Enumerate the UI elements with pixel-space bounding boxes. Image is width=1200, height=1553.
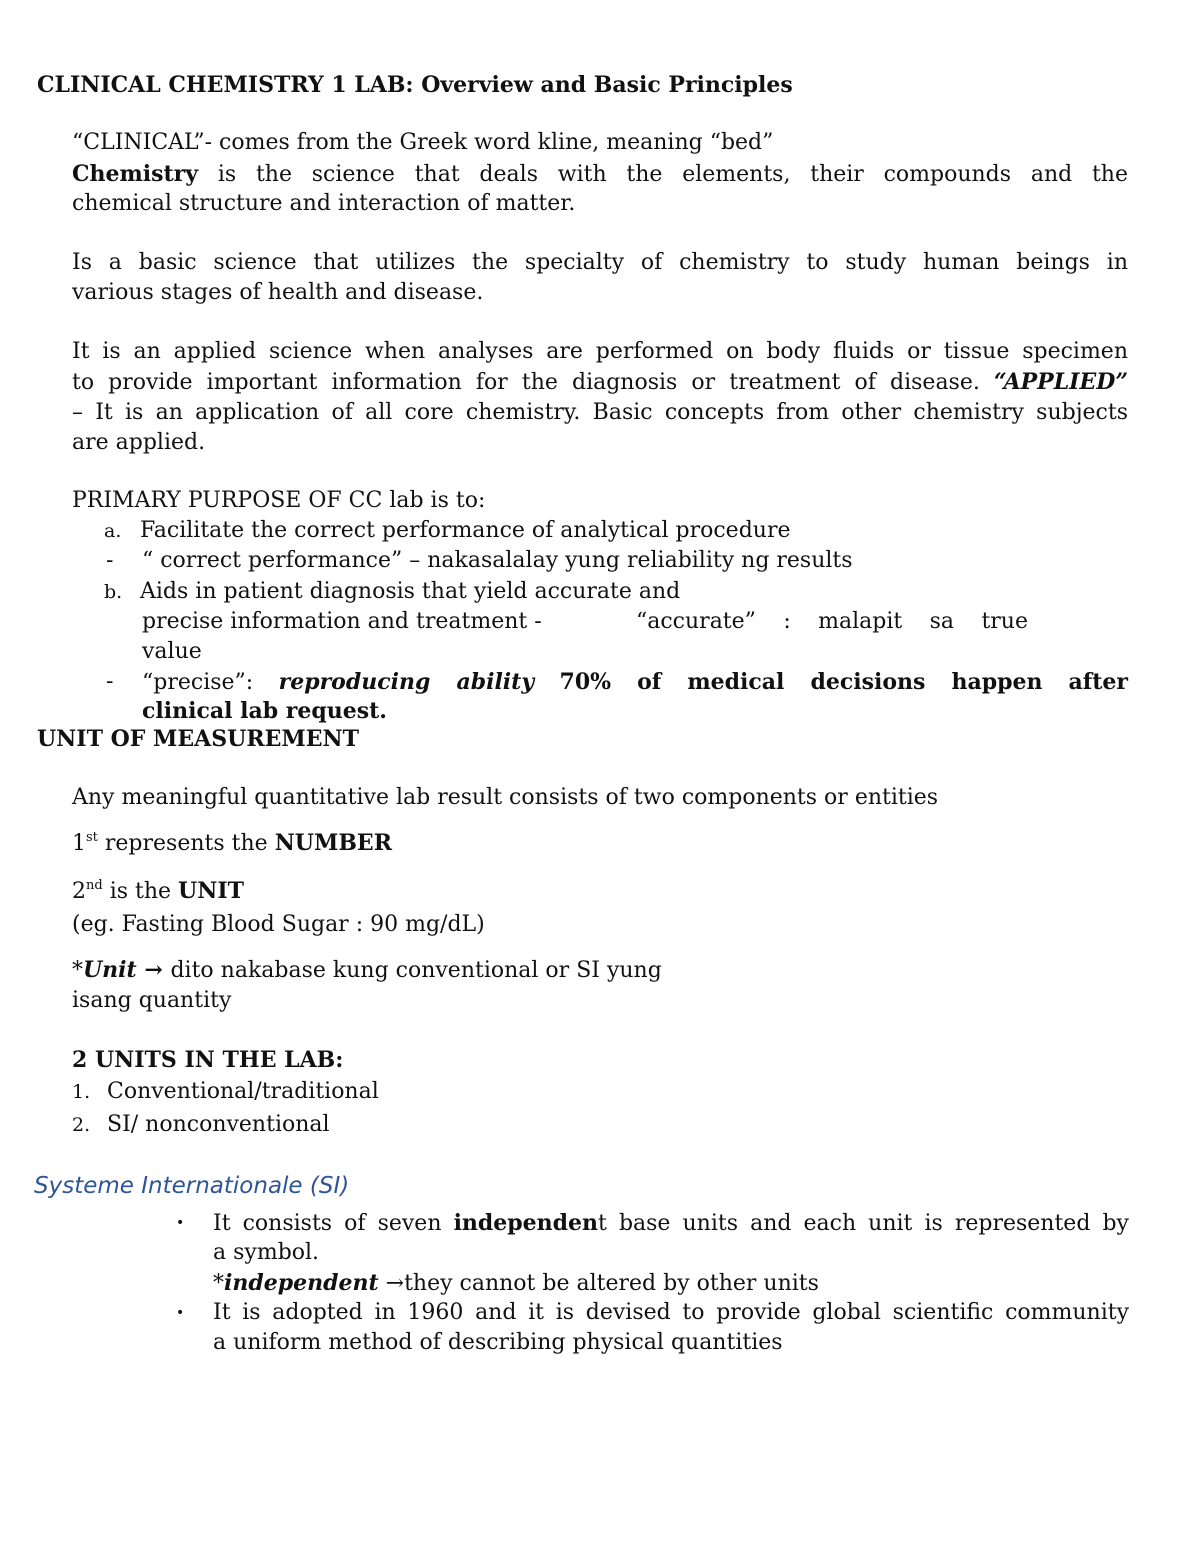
applied-science-line4: are applied.: [72, 430, 206, 455]
clinical-definition: “CLINICAL”- comes from the Greek word kline, meaning “bed”: [72, 130, 774, 155]
list-marker-1: 1.: [72, 1081, 91, 1103]
si-bullet2-line1: It is adopted in 1960 and it is devised to provide global scientific community: [213, 1300, 1129, 1325]
accurate-definition: “accurate” : malapit sa true: [636, 609, 1028, 634]
unit-note-line1: [72, 955, 662, 985]
reproducing-ability: reproducing ability: [278, 669, 535, 695]
si-bullet1-note: [213, 1268, 819, 1298]
chemistry-definition-line2: chemical structure and interaction of matter.: [72, 191, 576, 216]
number-term: NUMBER: [274, 830, 392, 856]
note-asterisk: *: [72, 958, 83, 983]
arrow-icon: →: [136, 957, 171, 983]
chemistry-term: Chemistry: [72, 161, 199, 187]
first-number: 1: [72, 831, 86, 856]
unit-note-term: Unit: [83, 957, 137, 983]
unit-note-text: dito nakabase kung conventional or SI yung: [170, 958, 662, 983]
second-text: is the: [102, 879, 179, 904]
unit-example: (eg. Fasting Blood Sugar : 90 mg/dL): [72, 912, 485, 937]
independent-term: independen: [453, 1210, 599, 1236]
precise-definition-line2: clinical lab request.: [142, 698, 387, 724]
units-intro: Any meaningful quantitative lab result consists of two components or entities: [72, 785, 939, 810]
applied-science-line1: It is an applied science when analyses are performed on body fluids or tissue specimen: [72, 339, 1128, 364]
si-bullet1-line1: [213, 1208, 1129, 1238]
purpose-heading: PRIMARY PURPOSE OF CC lab is to:: [72, 488, 486, 513]
medical-decisions-statement: 70% of medical decisions happen after: [559, 669, 1129, 695]
unit-note-line2: isang quantity: [72, 988, 232, 1013]
second-number: 2: [72, 879, 86, 904]
two-units-heading: 2 UNITS IN THE LAB:: [72, 1047, 344, 1073]
second-superscript: nd: [86, 878, 103, 893]
second-component: [72, 876, 244, 906]
precise-label: “precise”:: [142, 670, 254, 695]
list-marker-2: 2.: [72, 1114, 91, 1136]
document-title: CLINICAL CHEMISTRY 1 LAB: Overview and Basic Principles: [37, 72, 793, 98]
unit-type-si: SI/ nonconventional: [107, 1112, 330, 1137]
first-text: represents the: [97, 831, 275, 856]
bullet-icon: •: [176, 1305, 185, 1321]
basic-science-line2: various stages of health and disease.: [72, 280, 484, 305]
correct-performance-note: “ correct performance” – nakasalalay yung reliability ng results: [142, 548, 853, 573]
basic-science-line1: Is a basic science that utilizes the specialty of chemistry to study human beings in: [72, 250, 1128, 275]
si-bullet1-start: It consists of seven: [213, 1211, 454, 1236]
note-asterisk-2: *: [213, 1271, 224, 1296]
chemistry-definition-text: is the science that deals with the elements, their compounds and the: [217, 162, 1128, 187]
independent-note-term: independent: [224, 1270, 379, 1296]
applied-science-line2: [72, 367, 1128, 397]
purpose-item-a: Facilitate the correct performance of analytical procedure: [140, 518, 791, 543]
purpose-item-b-line1: Aids in patient diagnosis that yield accurate and: [140, 579, 681, 604]
si-bullet1-rest: t base units and each unit is represented by: [598, 1211, 1129, 1236]
unit-term: UNIT: [178, 878, 245, 904]
purpose-item-b-line3: value: [142, 639, 202, 664]
dash-marker-2: -: [106, 669, 114, 694]
applied-term: “APPLIED”: [993, 369, 1128, 395]
list-marker-b: b.: [104, 581, 123, 603]
si-bullet1-line2: a symbol.: [213, 1240, 320, 1265]
units-heading: UNIT OF MEASUREMENT: [37, 726, 359, 752]
purpose-item-b-line2: precise information and treatment -: [142, 609, 542, 634]
si-heading: Systeme Internationale (SI): [34, 1173, 350, 1199]
first-component: [72, 828, 392, 858]
independent-note-text: →they cannot be altered by other units: [378, 1271, 819, 1296]
applied-science-line3: – It is an application of all core chemistry. Basic concepts from other chemistry subjects: [72, 400, 1128, 425]
chemistry-definition-line1: [72, 159, 1128, 189]
first-superscript: st: [86, 830, 98, 845]
precise-definition-line1: [142, 667, 1128, 697]
list-marker-a: a.: [104, 520, 122, 542]
unit-type-conventional: Conventional/traditional: [107, 1079, 379, 1104]
bullet-icon: •: [176, 1215, 185, 1231]
si-bullet2-line2: a uniform method of describing physical quantities: [213, 1330, 783, 1355]
dash-marker-1: -: [106, 548, 114, 573]
applied-science-text: to provide important information for the diagnosis or treatment of disease.: [72, 370, 980, 395]
